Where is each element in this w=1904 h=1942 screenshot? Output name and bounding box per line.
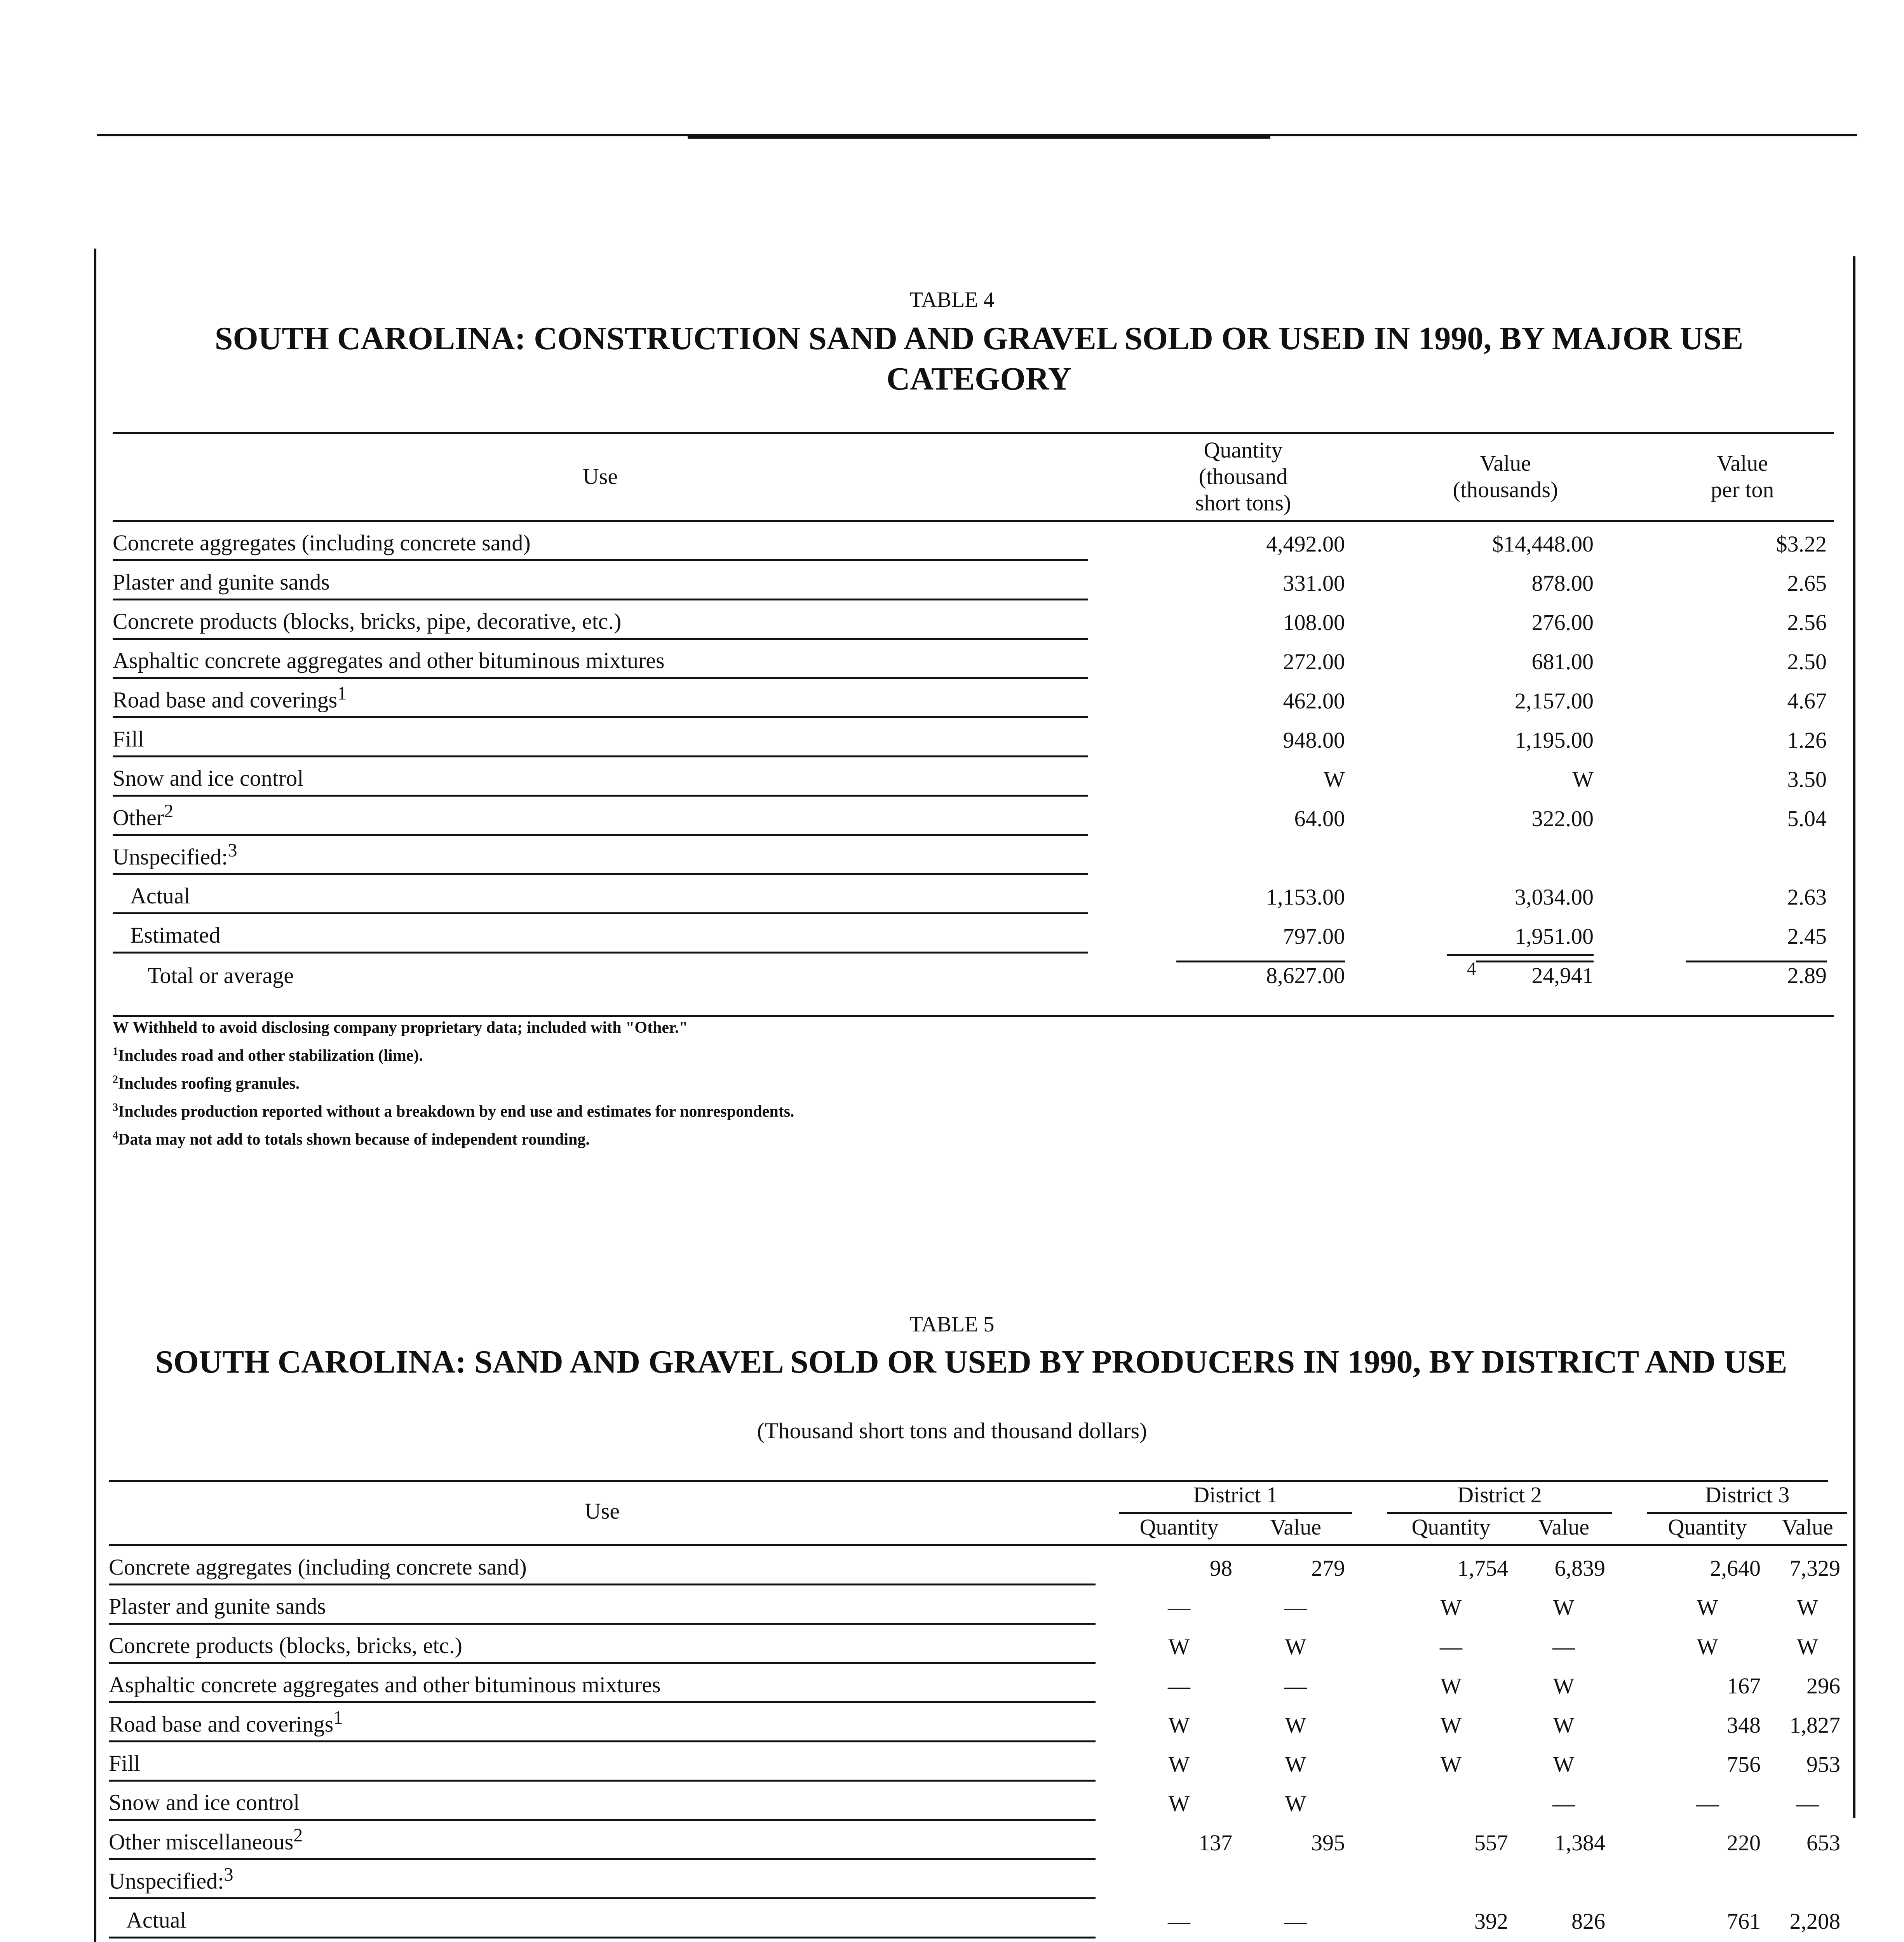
t5-d1-quantity-cell: W [1168,1751,1190,1777]
t5-use-label: Fill [109,1751,140,1776]
t5-row [109,1545,1847,1585]
t4-use-label: Fill [113,726,144,752]
t4-footnote-text: Includes production reported without a breakdown by end use and estimates for nonrespondents. [118,1103,794,1121]
t4-head-per-ton-line-0: Value [1716,451,1768,476]
t4-per-ton-cell: 2.50 [1787,649,1827,674]
table5-caption: (Thousand short tons and thousand dollars) [757,1418,1147,1443]
t5-d2-quantity-cell: 557 [1474,1830,1509,1855]
t4-quantity-cell: 272.00 [1283,649,1345,674]
t4-per-ton-cell: 2.65 [1787,570,1827,596]
right-margin-rule [1853,256,1855,1818]
t5-d2-value-cell: — [1552,1634,1575,1659]
t4-use-6 [113,757,1088,796]
t5-footnote-mark: 1 [333,1707,343,1728]
t5-use-label: Unspecified: [109,1868,224,1893]
t5-d3-value-cell: 653 [1806,1830,1841,1855]
t4-use-3 [113,639,1088,678]
t5-d2-quantity-cell [1387,1938,1515,1942]
t4-footnote-text: Includes road and other stabilization (lime). [118,1047,423,1065]
t4-use-1 [113,560,1088,600]
t5-d3-value-cell: W [1797,1634,1818,1659]
t5-head-quantity: Quantity [1668,1514,1747,1540]
t5-d1-quantity-cell: W [1168,1634,1190,1659]
t4-row [113,560,1834,600]
t5-d3-quantity-cell [1647,1859,1768,1898]
t4-use-label: Actual [130,883,190,908]
t4-head-use: Use [582,464,618,489]
t5-head-value: Value [1538,1514,1590,1540]
t4-value-cell: 276.00 [1531,609,1594,635]
t5-d2-quantity-cell [1387,1859,1515,1898]
t4-head-per-ton-line-1: per ton [1711,477,1774,502]
t5-d3-quantity-cell: W [1697,1634,1718,1659]
table5-number: TABLE 5 [909,1312,995,1336]
t4-total-per-ton-value: 2.89 [1686,961,1827,989]
t4-value-cell [1410,835,1601,874]
t4-use-8 [113,835,1088,874]
t4-total-text: Total or average [148,962,294,988]
t5-head-district-1: District 1 [1119,1482,1352,1513]
t5-row [109,1859,1847,1898]
t4-value-cell: 322.00 [1531,806,1594,831]
t5-row [109,1624,1847,1663]
t5-d3-value-cell: 2,208 [1789,1908,1841,1934]
t4-per-ton-cell: 2.63 [1787,884,1827,910]
t4-use-label: Road base and coverings [113,687,338,712]
t4-head-value-line-1: (thousands) [1453,477,1558,502]
t4-use-7 [113,796,1088,835]
t5-row [109,1663,1847,1702]
t5-d2-quantity-cell: — [1440,1634,1463,1659]
t4-total-value-text: 24,941 [1476,961,1594,989]
t4-value-cell: 878.00 [1531,570,1594,596]
t4-head-per-ton [1651,437,1834,521]
t5-head-district-2: District 2 [1387,1482,1612,1513]
t5-use-label: Snow and ice control [109,1790,300,1815]
t5-use-10 [109,1938,1096,1942]
t4-per-ton-cell: 4.67 [1787,688,1827,713]
t4-footnote-1 [113,1040,1589,1068]
t5-d1-value-cell: W [1285,1751,1306,1777]
t4-footnote-2 [113,1068,1589,1096]
t5-use-2 [109,1624,1096,1663]
t5-d3-value-cell: 1,827 [1789,1712,1841,1738]
t4-use-label: Plaster and gunite sands [113,569,330,595]
t5-head-value: Value [1270,1514,1322,1540]
t5-d1-value-cell: 279 [1311,1555,1345,1581]
t5-d2-value-cell: W [1553,1712,1575,1738]
t4-quantity-cell [1134,835,1352,874]
t4-row [113,757,1834,796]
t4-quantity-cell: 797.00 [1283,923,1345,949]
t5-d2-quantity-cell [1387,1781,1515,1820]
t5-d3-value-cell: W [1797,1594,1818,1620]
t5-d2-value-cell [1515,1859,1612,1898]
t4-value-cell: 3,034.00 [1515,884,1594,910]
t4-quantity-cell: 1,153.00 [1266,884,1345,910]
t5-d2-value-cell: 6,839 [1554,1555,1606,1581]
t5-row [109,1742,1847,1781]
t5-d3-quantity-cell: 348 [1727,1712,1761,1738]
t5-d1-quantity-cell: — [1168,1673,1190,1698]
table5 [109,1482,1847,1942]
t4-footnote-mark: 4 [113,1129,118,1142]
t4-quantity-cell: 4,492.00 [1266,531,1345,557]
t5-use-label: Asphaltic concrete aggregates and other bituminous mixtures [109,1672,661,1697]
t4-total-quantity-value: 8,627.00 [1176,961,1345,989]
t5-use-label: Other miscellaneous [109,1829,294,1854]
t4-value-cell: 2,157.00 [1515,688,1594,713]
t4-row [113,874,1834,914]
t5-d1-value-cell: — [1284,1908,1307,1934]
t4-quantity-cell: 462.00 [1283,688,1345,713]
t4-head-quantity [1134,437,1352,521]
t4-row [113,678,1834,717]
t4-total-quantity [1134,953,1352,992]
table4-title: SOUTH CAROLINA: CONSTRUCTION SAND AND GRAVEL SOLD OR USED IN 1990, BY MAJOR USE CATEGORY [214,320,1744,397]
t5-d3-quantity-cell: W [1697,1594,1718,1620]
t5-d3-quantity-cell: — [1696,1791,1719,1816]
t4-head-quantity-line-0: Quantity [1204,437,1283,463]
t5-d1-value-cell: W [1285,1712,1306,1738]
t4-head-value [1410,437,1601,521]
t5-d1-value-cell [1239,1938,1352,1942]
t4-total-row [113,953,1834,992]
t5-d1-value-cell [1239,1859,1352,1898]
t4-head-value-line-0: Value [1479,451,1531,476]
t4-use-label: Other [113,805,164,830]
t5-d2-value-cell: 826 [1571,1908,1606,1934]
t5-row [109,1898,1847,1938]
t5-d1-quantity-cell: — [1168,1908,1190,1934]
t5-use-8 [109,1859,1096,1898]
t4-row [113,639,1834,678]
t5-d3-value-cell: 296 [1806,1673,1841,1698]
t4-quantity-cell: 948.00 [1283,727,1345,753]
t4-footnote-text: W Withheld to avoid disclosing company proprietary data; included with "Other." [113,1019,688,1037]
t4-use-label: Snow and ice control [113,766,304,791]
t4-use-10 [113,914,1088,953]
t4-per-ton-cell: 2.56 [1787,609,1827,635]
t4-total-label [113,953,1088,992]
t5-footnote-mark: 3 [224,1864,233,1885]
t5-use-5 [109,1742,1096,1781]
t4-footnote-mark: 1 [113,1046,118,1058]
t4-head-quantity-line-2: short tons) [1195,490,1291,515]
t4-use-5 [113,717,1088,757]
t5-use-3 [109,1663,1096,1702]
t5-d1-quantity-cell: 137 [1198,1830,1232,1855]
t5-d3-quantity-cell: 167 [1727,1673,1761,1698]
t5-d2-quantity-cell: 392 [1474,1908,1509,1934]
t5-d1-value-cell: 395 [1311,1830,1345,1855]
t5-d1-quantity-cell [1119,1938,1239,1942]
t4-quantity-cell: W [1324,766,1345,792]
t4-footnote-mark: 2 [164,800,174,821]
t4-footnote-mark: 1 [337,683,347,704]
t5-d3-value-cell [1768,1859,1847,1898]
t5-row [109,1781,1847,1820]
t5-head-quantity: Quantity [1411,1514,1491,1540]
t4-use-label: Concrete aggregates (including concrete sand) [113,530,531,555]
t5-use-0 [109,1545,1096,1585]
table4-footnotes [113,1016,1589,1152]
t4-total-per-ton [1651,953,1834,992]
t4-use-4 [113,678,1088,717]
t4-per-ton-cell: 5.04 [1787,806,1827,831]
t5-head-row-1 [109,1482,1847,1513]
t5-d1-quantity-cell: 98 [1210,1555,1232,1581]
t5-use-label: Concrete aggregates (including concrete sand) [109,1554,527,1580]
t5-use-6 [109,1781,1096,1820]
t4-use-label: Asphaltic concrete aggregates and other bituminous mixtures [113,648,665,673]
t5-d3-quantity-cell: 2,640 [1710,1555,1761,1581]
t5-d1-value-cell: W [1285,1634,1306,1659]
t5-d3-value-cell [1768,1938,1847,1942]
t4-footnote-mark: 2 [113,1074,118,1086]
t4-quantity-cell: 108.00 [1283,609,1345,635]
t5-row [109,1938,1847,1942]
t4-per-ton-cell: 1.26 [1787,727,1827,753]
t5-row [109,1702,1847,1742]
t4-quantity-cell: 64.00 [1294,806,1345,831]
t4-row [113,835,1834,874]
t4-head-quantity-line-1: (thousand [1198,464,1288,489]
t4-value-cell: 1,195.00 [1515,727,1594,753]
t5-head-value: Value [1782,1514,1833,1540]
table4-number: TABLE 4 [909,288,995,312]
t4-row [113,796,1834,835]
t4-value-cell: W [1572,766,1594,792]
t5-d3-value-cell: 953 [1806,1751,1841,1777]
t4-row [113,521,1834,560]
t5-d2-quantity-cell: W [1440,1594,1462,1620]
t5-d3-quantity-cell: 756 [1727,1751,1761,1777]
t5-use-label: Actual [126,1907,186,1933]
t5-d1-value-cell: — [1284,1673,1307,1698]
t5-head-quantity: Quantity [1139,1514,1219,1540]
t5-use-label: Road base and coverings [109,1711,334,1737]
t5-d2-quantity-cell: W [1440,1712,1462,1738]
t4-footnote-4 [113,1124,1589,1152]
t5-d3-quantity-cell: 220 [1727,1830,1761,1855]
t5-d1-quantity-cell: W [1168,1791,1190,1816]
t5-d1-quantity-cell [1119,1859,1239,1898]
t4-total-value [1410,953,1601,992]
t4-per-ton-cell: 3.50 [1787,766,1827,792]
t5-use-4 [109,1702,1096,1742]
t5-row [109,1820,1847,1859]
t4-use-label: Estimated [130,922,220,948]
t5-d2-value-cell: W [1553,1594,1575,1620]
t4-per-ton-cell [1651,835,1834,874]
t5-head-use: Use [584,1498,620,1524]
t5-footnote-mark: 2 [293,1825,303,1846]
t4-row [113,600,1834,639]
t5-use-9 [109,1898,1096,1938]
t5-d2-value-cell: W [1553,1673,1575,1698]
t5-use-label: Concrete products (blocks, bricks, etc.) [109,1633,462,1658]
t4-footnote-0 [113,1016,1589,1040]
t4-total-value-mark: 4 [1467,959,1476,980]
t4-footnote-3 [113,1096,1589,1124]
t5-d3-quantity-cell [1647,1938,1768,1942]
t5-d2-value-cell: 1,384 [1554,1830,1606,1855]
t5-use-label: Plaster and gunite sands [109,1594,326,1619]
t4-footnote-text: Data may not add to totals shown because of independent rounding. [118,1131,590,1148]
t5-d2-quantity-cell: W [1440,1673,1462,1698]
t5-row [109,1585,1847,1624]
t5-d2-quantity-cell: W [1440,1751,1462,1777]
t4-per-ton-cell: 2.45 [1787,923,1827,949]
t5-d3-value-cell: 7,329 [1789,1555,1841,1581]
t5-use-7 [109,1820,1096,1859]
t5-d1-value-cell: — [1284,1594,1307,1620]
t5-use-1 [109,1585,1096,1624]
left-margin-rule [94,249,96,1942]
t5-d3-quantity-cell: 761 [1727,1908,1761,1934]
t4-value-cell: 1,951.00 [1515,923,1594,949]
t5-d2-value-cell: — [1552,1791,1575,1816]
t4-row [113,914,1834,953]
t4-use-0 [113,521,1088,560]
t4-total-value-wrap [1447,954,1594,988]
t4-value-cell: $14,448.00 [1492,531,1594,557]
t5-d2-value-cell: W [1553,1751,1575,1777]
t4-per-ton-cell: $3.22 [1776,531,1827,557]
t4-row [113,717,1834,757]
t4-quantity-cell: 331.00 [1283,570,1345,596]
t4-footnote-mark: 3 [113,1102,118,1114]
table4 [113,437,1834,992]
t5-d2-quantity-cell: 1,754 [1457,1555,1509,1581]
t5-d1-value-cell: W [1285,1791,1306,1816]
top-rule-accent [688,136,1270,139]
t4-use-2 [113,600,1088,639]
t5-d1-quantity-cell: — [1168,1594,1190,1620]
t4-value-cell: 681.00 [1531,649,1594,674]
t4-use-label: Concrete products (blocks, bricks, pipe, decorative, etc.) [113,609,622,634]
t5-d3-value-cell: — [1796,1791,1819,1816]
t5-d2-value-cell [1515,1938,1612,1942]
t5-d1-quantity-cell: W [1168,1712,1190,1738]
t4-use-9 [113,874,1088,914]
table5-title: SOUTH CAROLINA: SAND AND GRAVEL SOLD OR USED BY PRODUCERS IN 1990, BY DISTRICT AND USE [155,1344,1787,1380]
t4-footnote-mark: 3 [228,840,237,861]
t4-footnote-text: Includes roofing granules. [118,1075,300,1093]
table4-top-rule [113,432,1834,434]
t5-head-district-3: District 3 [1647,1482,1847,1513]
t4-use-label: Unspecified: [113,844,228,869]
